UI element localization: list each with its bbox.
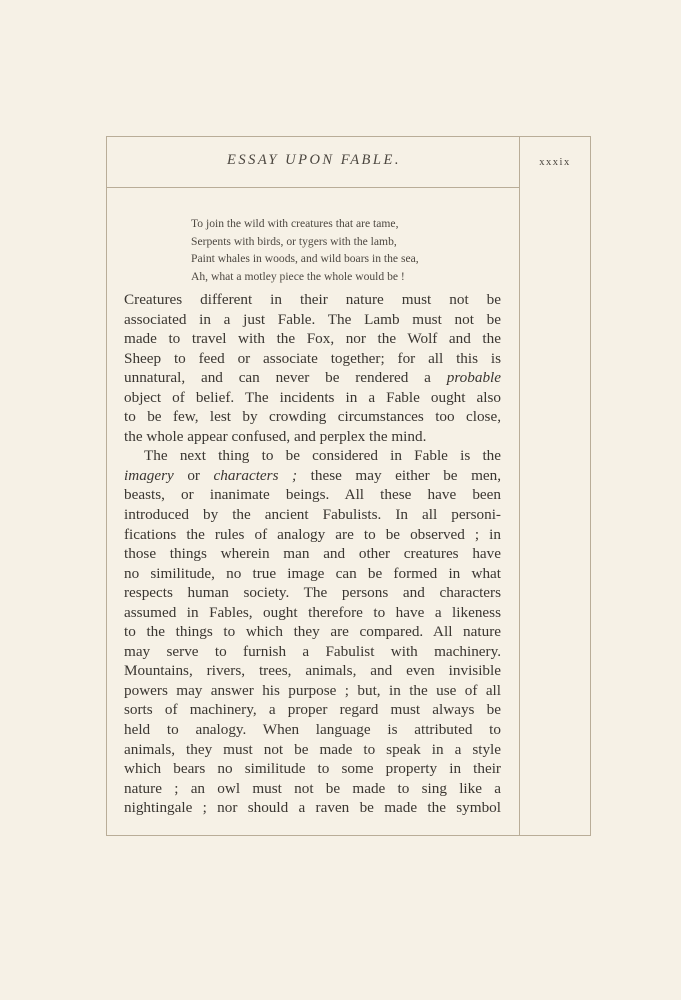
- text-line: nature ; an owl must not be made to sing like a: [124, 779, 501, 797]
- text-line: introduced by the ancient Fabulists. In all personi-: [124, 506, 501, 524]
- text-run: unnatural, and can never be rendered a: [124, 369, 431, 387]
- text-line: Mountains, rivers, trees, animals, and even invisible: [124, 662, 501, 680]
- text-line: Sheep to feed or associate together; for all this is: [124, 349, 501, 367]
- text-line: associated in a just Fable. The Lamb must not be: [124, 310, 501, 328]
- text-line: powers may answer his purpose ; but, in the use of all: [124, 681, 501, 699]
- text-line: nightingale ; nor should a raven be made the symbol: [124, 799, 501, 817]
- text-line: which bears no similitude to some property in their: [124, 760, 501, 778]
- verse-line: Paint whales in woods, and wild boars in the sea,: [191, 252, 419, 266]
- frame-left-rule: [106, 136, 107, 836]
- text-line: beasts, or inanimate beings. All these have been: [124, 486, 501, 504]
- text-run: these may either be men,: [310, 466, 502, 484]
- text-line: object of belief. The incidents in a Fable ought also: [124, 388, 501, 406]
- text-line: made to travel with the Fox, nor the Wolf and the: [124, 330, 501, 348]
- text-line: Creatures different in their nature must not be: [124, 291, 501, 308]
- text-line: the whole appear confused, and perplex the mind.: [124, 427, 427, 445]
- margin-column-rule: [519, 136, 520, 836]
- italic-word: characters ;: [213, 466, 298, 484]
- text-line: no similitude, no true image can be formed in what: [124, 564, 501, 582]
- text-line: [124, 368, 501, 388]
- text-line: assumed in Fables, ought therefore to have a likeness: [124, 603, 501, 621]
- page-number: xxxix: [539, 157, 571, 168]
- body-text: [124, 290, 501, 818]
- verse-line: Ah, what a motley piece the whole would be !: [191, 270, 405, 284]
- text-line: respects human society. The persons and characters: [124, 584, 501, 602]
- verse-line: Serpents with birds, or tygers with the lamb,: [191, 234, 397, 248]
- running-head: ESSAY UPON FABLE.: [227, 152, 401, 168]
- text-line: to be few, lest by crowding circumstances too close,: [124, 408, 501, 426]
- text-run: or: [187, 466, 200, 484]
- text-line: The next thing to be considered in Fable is the: [144, 447, 501, 465]
- italic-word: imagery: [124, 466, 174, 484]
- verse-quotation: [191, 215, 419, 286]
- text-line: [124, 466, 501, 486]
- text-line: may serve to furnish a Fabulist with machinery.: [124, 642, 501, 660]
- text-line: animals, they must not be made to speak in a style: [124, 740, 501, 758]
- frame-right-rule: [590, 136, 591, 836]
- header-divider-rule: [106, 187, 520, 188]
- text-line: fications the rules of analogy are to be observed ; in: [124, 525, 501, 543]
- text-line: sorts of machinery, a proper regard must always be: [124, 701, 501, 719]
- text-line: those things wherein man and other creatures have: [124, 545, 501, 563]
- text-line: held to analogy. When language is attributed to: [124, 721, 501, 739]
- text-line: to the things to which they are compared. All nature: [124, 623, 501, 641]
- verse-line: To join the wild with creatures that are tame,: [191, 217, 399, 230]
- italic-word: probable: [446, 369, 502, 387]
